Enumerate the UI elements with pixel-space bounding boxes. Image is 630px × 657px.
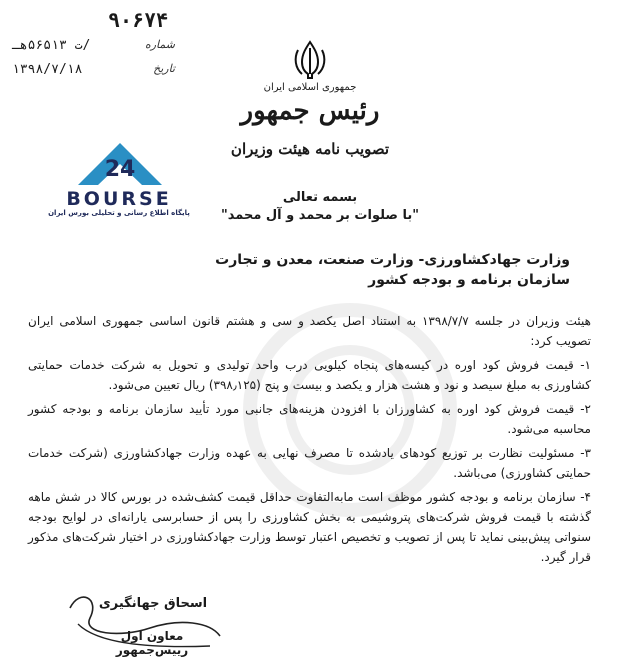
president-title: رئیس جمهور <box>240 96 380 126</box>
letter-body <box>28 311 591 571</box>
republic-title: جمهوری اسلامی ایران <box>263 82 357 93</box>
body-intro: هیئت وزیران در جلسه ۱۳۹۸/۷/۷ به استناد اصل یکصد و سی و هشتم قانون اساسی جمهوری اسلامی ایران تصویب کرد: <box>28 314 591 348</box>
letter-number: ۹۰۶۷۴ <box>108 8 169 32</box>
salavat-line: "با صلوات بر محمد و آل محمد" <box>220 208 420 223</box>
reference-number: /ت ۵۶۵۱۳هـ <box>12 38 91 53</box>
logo-subtitle: پایگاه اطلاع رسانی و تحلیلی بورس ایران <box>48 209 190 217</box>
body-item-1: ۱- قیمت فروش کود اوره در کیسه‌های پنجاه کیلویی درب واحد تولیدی و تحویل به شرکت خدمات حمایتی کشاورزی به مبلغ سیصد و نود و هشت هزار و یکصد و بیست و پنج (۳۹۸٫۱۲۵) ریال تعیین می‌شود. <box>28 358 591 392</box>
addressee-line-1: وزارت جهادکشاورزی- وزارت صنعت، معدن و تجارت <box>215 252 570 268</box>
ref-row <box>8 34 183 58</box>
logo-wordmark: BOURSE <box>66 188 172 210</box>
date-row <box>8 58 183 82</box>
addressee-line-2: سازمان برنامه و بودجه کشور <box>368 272 570 288</box>
number-label: شماره <box>144 38 175 51</box>
letter-date: ۱۳۹۸/۷/۱۸ <box>12 62 83 77</box>
body-item-2: ۲- قیمت فروش کود اوره به کشاورزان با افزودن هزینه‌های جانبی مورد تأیید سازمان برنامه و بودجه کشور محاسبه می‌شود. <box>28 402 591 436</box>
approval-title: تصویب نامه هیئت وزیران <box>230 140 390 158</box>
body-item-3: ۳- مسئولیت نظارت بر توزیع کودهای یادشده تا مصرف نهایی به عهده وزارت جهادکشاورزی (شرکت خدمات حمایتی کشاورزی) می‌باشد. <box>28 446 591 480</box>
number-row <box>8 10 183 34</box>
date-label: تاریخ <box>153 62 175 75</box>
bismillah: بسمه تعالی <box>282 190 358 205</box>
iran-emblem-icon <box>292 38 328 82</box>
body-item-4: ۴- سازمان برنامه و بودجه کشور موظف است مابه‌التفاوت حداقل قیمت کشف‌شده در بورس کالا در شش ماهه گذشته با قیمت فروش شرکت‌های پتروشیمی به بخش کشاورزی را پس از حسابرسی یارانه‌ای در لوایح بودجه سنواتی پیش‌بینی نماید تا پس از تصویب و تخصیص اعتبار توسط وزارت جهادکشاورزی در اختیار شرکت‌های مذکور قرار گیرد. <box>28 490 591 564</box>
signatory-name: اسحاق جهانگیری <box>98 596 208 611</box>
svg-text:24: 24 <box>104 157 136 182</box>
signatory-title: معاون اول رییس‌جمهور <box>115 629 189 657</box>
letter-meta <box>8 10 183 82</box>
